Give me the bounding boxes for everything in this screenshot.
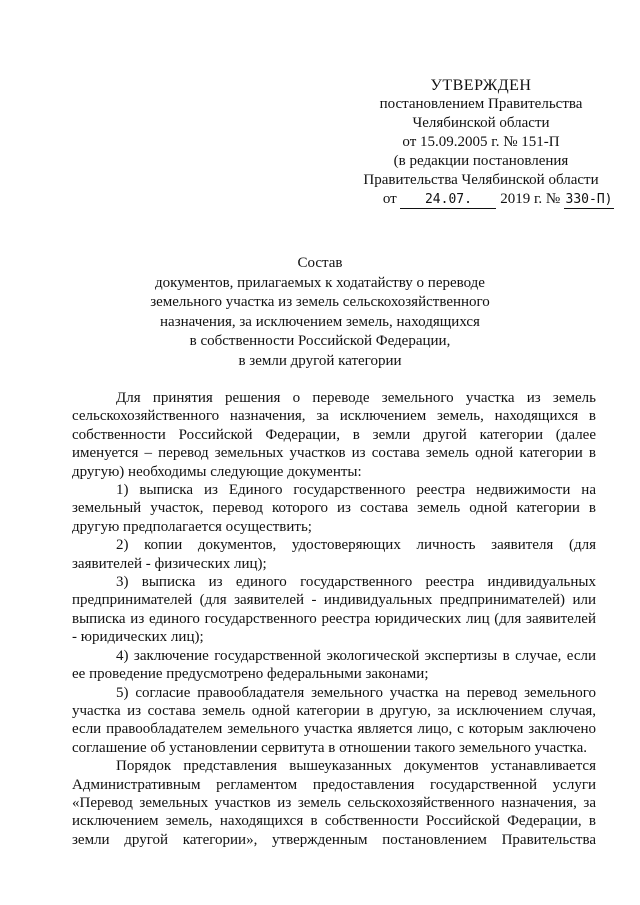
document-heading — [100, 254, 540, 371]
approval-title: УТВЕРЖДЕН — [430, 77, 532, 94]
list-item-1: 1) выписка из Единого государственного реестра недвижимости на земельный участок, перевод которого из состава земель одной категории в другую предполагается осуществить; — [72, 482, 596, 535]
list-item-2: 2) копии документов, удостоверяющих личность заявителя (для заявителей - физических лиц); — [72, 537, 596, 572]
approval-stamp — [336, 76, 626, 209]
intro-paragraph: Для принятия решения о переводе земельного участка из земель сельскохозяйственного назначения, за исключением земель, находящихся в собственности Российской Федерации, в земли другой категории (далее именуется – перевод земельных участков из состава земель одной категории в другую) необходимы следующие документы: — [72, 390, 596, 480]
number-field: 330-П) — [565, 192, 613, 207]
heading-line: земельного участка из земель сельскохозяйственного — [150, 294, 490, 310]
approval-line: Челябинской области — [412, 115, 550, 131]
heading-line: назначения, за исключением земель, находящихся — [160, 313, 480, 330]
date-prefix: от — [382, 191, 397, 207]
approval-line: Правительства Челябинской области — [363, 172, 599, 188]
list-item-3: 3) выписка из единого государственного реестра индивидуальных предпринимателей (для заявителей - индивидуальных предпринимателей) или выписка из единого государственного реестра юридических лиц (для заявителей - юридических лиц); — [72, 574, 596, 646]
approval-line: от 15.09.2005 г. № 151-П — [402, 134, 560, 150]
document-body — [72, 389, 596, 849]
year-number-label: 2019 г. № — [500, 191, 561, 207]
approval-date-line — [336, 190, 626, 209]
list-item-4: 4) заключение государственной экологической экспертизы в случае, если ее проведение предусмотрено федеральными законами; — [72, 647, 596, 683]
list-item-5: 5) согласие правообладателя земельного участка на перевод земельного участка из состава земель одной категории в другую, за исключением случая, если правообладателем земельного участка является лицо, с которым заключено соглашение об установлении сервитута в отношении такого земельного участка. — [72, 684, 596, 756]
approval-line: постановлением Правительства — [379, 96, 583, 112]
date-field: 24.07. — [400, 192, 496, 209]
heading-line: в собственности Российской Федерации, — [189, 333, 451, 349]
procedure-paragraph: Порядок представления вышеуказанных документов устанавливается Административным регламентом предоставления государственной услуги «Перевод земельных участков из земель сельскохозяйственного назначения, за исключением земель, находящихся в собственности Российской Федерации, в земли другой категории», утвержденным постановлением Правительства — [72, 758, 596, 848]
heading-line: в земли другой категории — [238, 352, 402, 369]
heading-line: документов, прилагаемых к ходатайству о переводе — [155, 274, 485, 291]
heading-title: Состав — [297, 255, 343, 271]
approval-line: (в редакции постановления — [393, 153, 569, 169]
